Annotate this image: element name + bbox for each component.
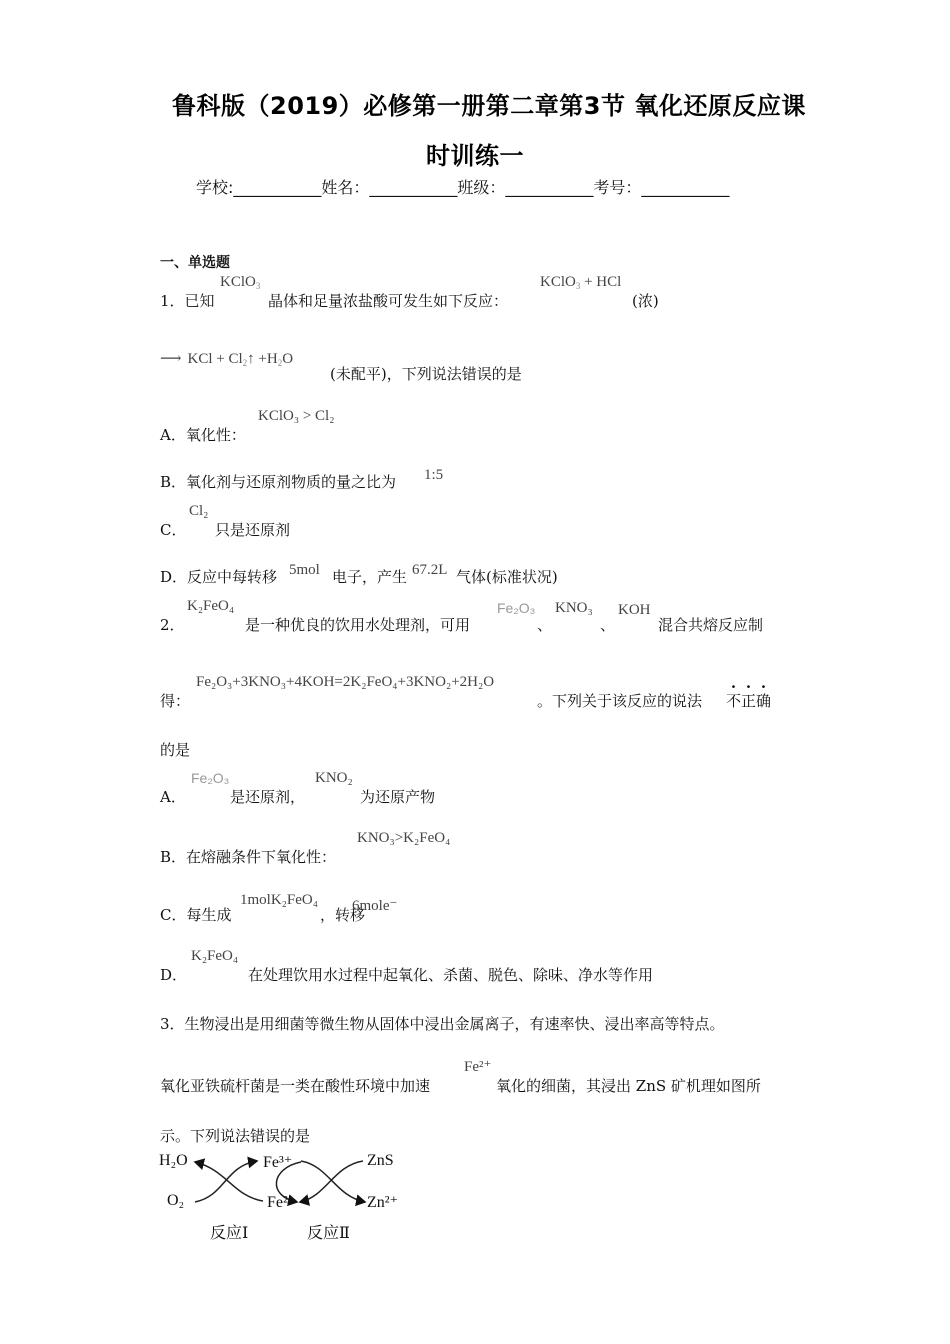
label-h2o: H₂O <box>159 1152 188 1169</box>
student-info-line: 学校:___________姓名：___________班级：___________考号：___________ <box>196 178 730 197</box>
gas-up-arrow-icon: ↑ <box>247 351 255 367</box>
label-reaction-1: 反应Ⅰ <box>210 1225 249 1242</box>
q1-option-d-formula2: 67.2L <box>412 562 448 578</box>
q1-number: 1．已知 <box>160 292 215 310</box>
label-o2: O₂ <box>167 1192 185 1209</box>
q1-option-a-formula: KClO₃ > Cl₂ <box>258 408 335 424</box>
q1-products: ⟶KCl + $Cl_2↑ +H_2O$ <box>160 351 294 368</box>
q1-conc: (浓) <box>632 292 659 310</box>
label-fe3: Fe³⁺ <box>263 1154 293 1171</box>
q3-fe2-formula: Fe²⁺ <box>464 1059 492 1075</box>
q2-text2: 混合共熔反应制 <box>658 616 764 634</box>
q2-de: 得： <box>160 692 191 710</box>
q2-text3: 。下列关于该反应的说法 <box>537 692 703 710</box>
q2-number: 2． <box>160 616 185 634</box>
q2-option-a-formula2: KNO₂ <box>315 770 353 786</box>
q1-option-c-formula: Cl₂ <box>189 503 209 519</box>
label-reaction-2: 反应Ⅱ <box>307 1225 350 1242</box>
label-fe2: Fe²⁺ <box>267 1194 297 1211</box>
q1-option-b-formula: 1:5 <box>424 467 444 483</box>
q3-line1: 3．生物浸出是用细菌等微生物从固体中浸出金属离子，有速率快、浸出率高等特点。 <box>160 1015 725 1033</box>
q2-text1: 是一种优良的饮用水处理剂，可用 <box>245 616 471 634</box>
q2-option-c-formula: 1molK₂FeO₄ <box>240 892 318 908</box>
q1-option-d-formula: 5mol <box>289 562 320 578</box>
q2-kno3: KNO₃ <box>555 600 593 616</box>
label-zn2: Zn²⁺ <box>367 1194 399 1211</box>
q1-reactants: KClO$_3$ + HCl <box>540 274 622 291</box>
q3-line3: 示。下列说法错误的是 <box>160 1127 311 1145</box>
q2-text4: 的是 <box>160 741 191 759</box>
q2-koh: KOH <box>618 602 651 618</box>
document-title-line2: 时训练一 <box>426 142 524 170</box>
q3-line2b: 氧化的细菌，其浸出 ZnS 矿机理如图所 <box>496 1077 761 1095</box>
q1-text1: 晶体和足量浓盐酸可发生如下反应： <box>268 292 509 310</box>
q2-emphasis: 不正确 <box>726 692 772 710</box>
q2-formula-k2feo4: K₂FeO₄ <box>187 598 235 614</box>
q1-text2: (未配平)，下列说法错误的是 <box>330 365 522 383</box>
q2-equation: Fe₂O₃+3KNO₃+4KOH=2K₂FeO₄+3KNO₂+2H₂O <box>196 674 495 690</box>
q2-option-a-formula: Fe₂O₃ <box>191 770 230 786</box>
q2-option-d-formula: K₂FeO₄ <box>191 948 239 964</box>
q2-fe2o3: Fe₂O₃ <box>497 600 536 616</box>
bioleaching-mechanism-diagram <box>155 1148 415 1248</box>
q1-formula-kclo3: KClO$_3$ <box>220 274 261 291</box>
label-zns: ZnS <box>367 1152 394 1169</box>
q3-line2a: 氧化亚铁硫杆菌是一类在酸性环境中加速 <box>160 1077 431 1095</box>
q2-option-c-formula2: 6mole⁻ <box>352 898 398 914</box>
reaction-arrow-icon: ⟶ <box>160 351 188 367</box>
document-title-line1: 鲁科版（2019）必修第一册第二章第3节 氧化还原反应课 <box>172 92 806 120</box>
q2-option-b-formula: KNO₃>K₂FeO₄ <box>357 830 451 846</box>
section-heading: 一、单选题 <box>160 255 230 271</box>
